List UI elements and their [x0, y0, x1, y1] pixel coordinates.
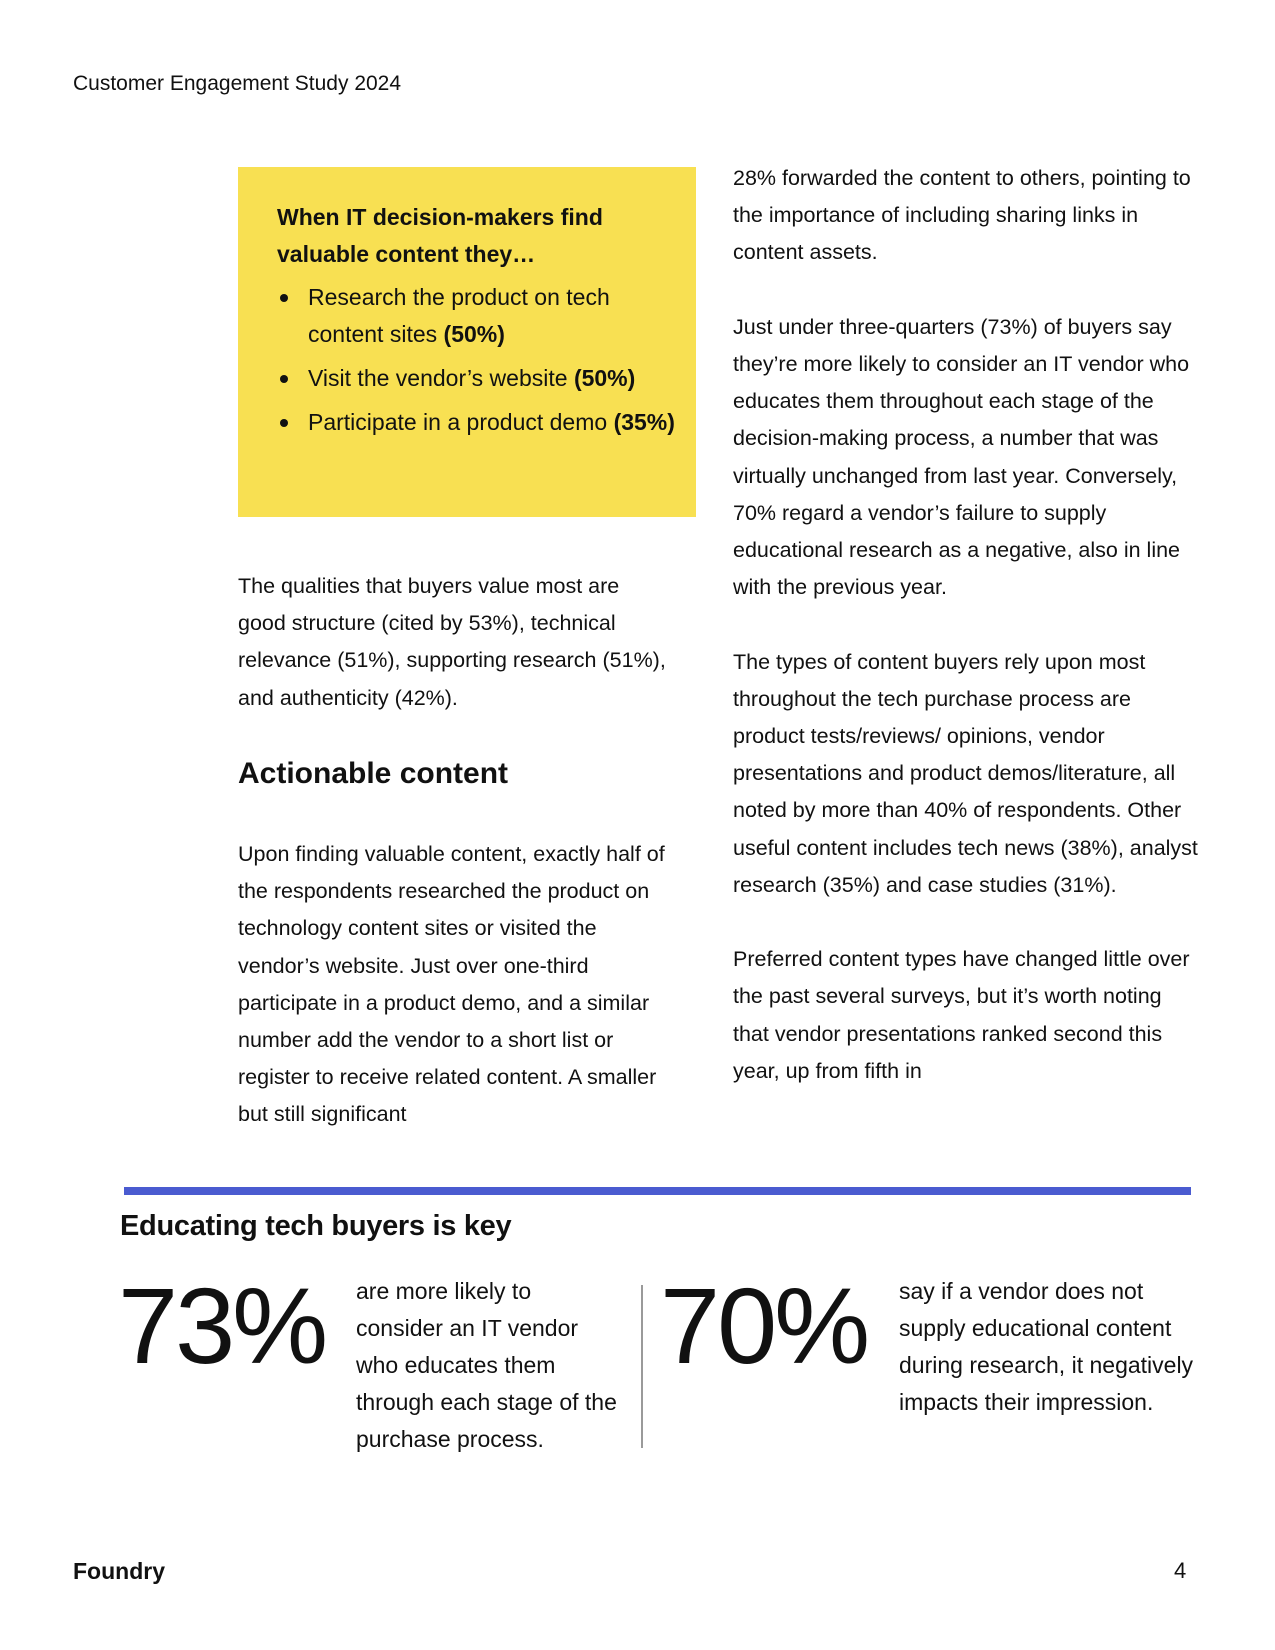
- body-paragraph: The types of content buyers rely upon most throughout the tech purchase process are product tests/reviews/ opinions, vendor presentations and product demos/literature, all noted by more than 40% of respondents. Other useful content includes tech news (38%), analyst research (35%) and case studies (31%).: [733, 649, 1198, 897]
- body-paragraph: Just under three-quarters (73%) of buyers say they’re more likely to consider an IT vendor who educates them throughout each stage of the decision-making process, a number that was virtually unchanged from last year. Conversely, 70% regard a vendor’s failure to supply educational research as a negative, also in line with the previous year.: [733, 314, 1190, 600]
- running-header: Customer Engagement Study 2024: [73, 72, 402, 95]
- body-paragraph: 28% forwarded the content to others, pointing to the importance of including sharing links in content assets.: [733, 166, 1191, 265]
- stat-value: 73%: [118, 1265, 326, 1386]
- stat-value: 70%: [660, 1265, 868, 1386]
- stat-description: say if a vendor does not supply educational content during research, it negatively impacts their impression.: [899, 1278, 1194, 1415]
- list-item-text: Research the product on tech content sites: [308, 284, 610, 347]
- callout-box: [238, 167, 696, 517]
- list-item: [277, 279, 676, 353]
- list-item-percent: (50%): [573, 365, 636, 391]
- list-item-text: Participate in a product demo: [308, 409, 614, 435]
- list-item: [277, 360, 676, 397]
- foundry-logo: Foundry: [73, 1558, 165, 1584]
- stat-description: are more likely to consider an IT vendor who educates them through each stage of the purchase process.: [356, 1278, 617, 1452]
- callout-title: When IT decision-makers find valuable content they…: [277, 204, 603, 267]
- list-item: [277, 404, 676, 441]
- left-column: [238, 568, 668, 1171]
- body-paragraph: Preferred content types have changed little over the past several surveys, but it’s worth noting that vendor presentations ranked second this year, up from fifth in: [733, 947, 1190, 1083]
- callout-list: [277, 279, 676, 441]
- stats-title: Educating tech buyers is key: [120, 1210, 512, 1242]
- section-heading: Actionable content: [238, 757, 509, 790]
- list-item-text: Visit the vendor’s website: [308, 365, 574, 391]
- list-item-percent: (50%): [443, 321, 505, 347]
- right-column: [733, 160, 1203, 1127]
- list-item-percent: (35%): [613, 409, 675, 435]
- section-divider: [124, 1187, 1191, 1195]
- body-paragraph: Upon finding valuable content, exactly half of the respondents researched the product on technology content sites or visited the vendor’s website. Just over one-third participate in a product demo, and a similar number add the vendor to a short list or register to receive related content. A smaller but still significant: [238, 842, 665, 1127]
- stat-divider: [641, 1285, 643, 1448]
- page-number: 4: [1174, 1558, 1187, 1583]
- body-paragraph: The qualities that buyers value most are good structure (cited by 53%), technical relevance (51%), supporting research (51%), and authenticity (42%).: [238, 574, 666, 710]
